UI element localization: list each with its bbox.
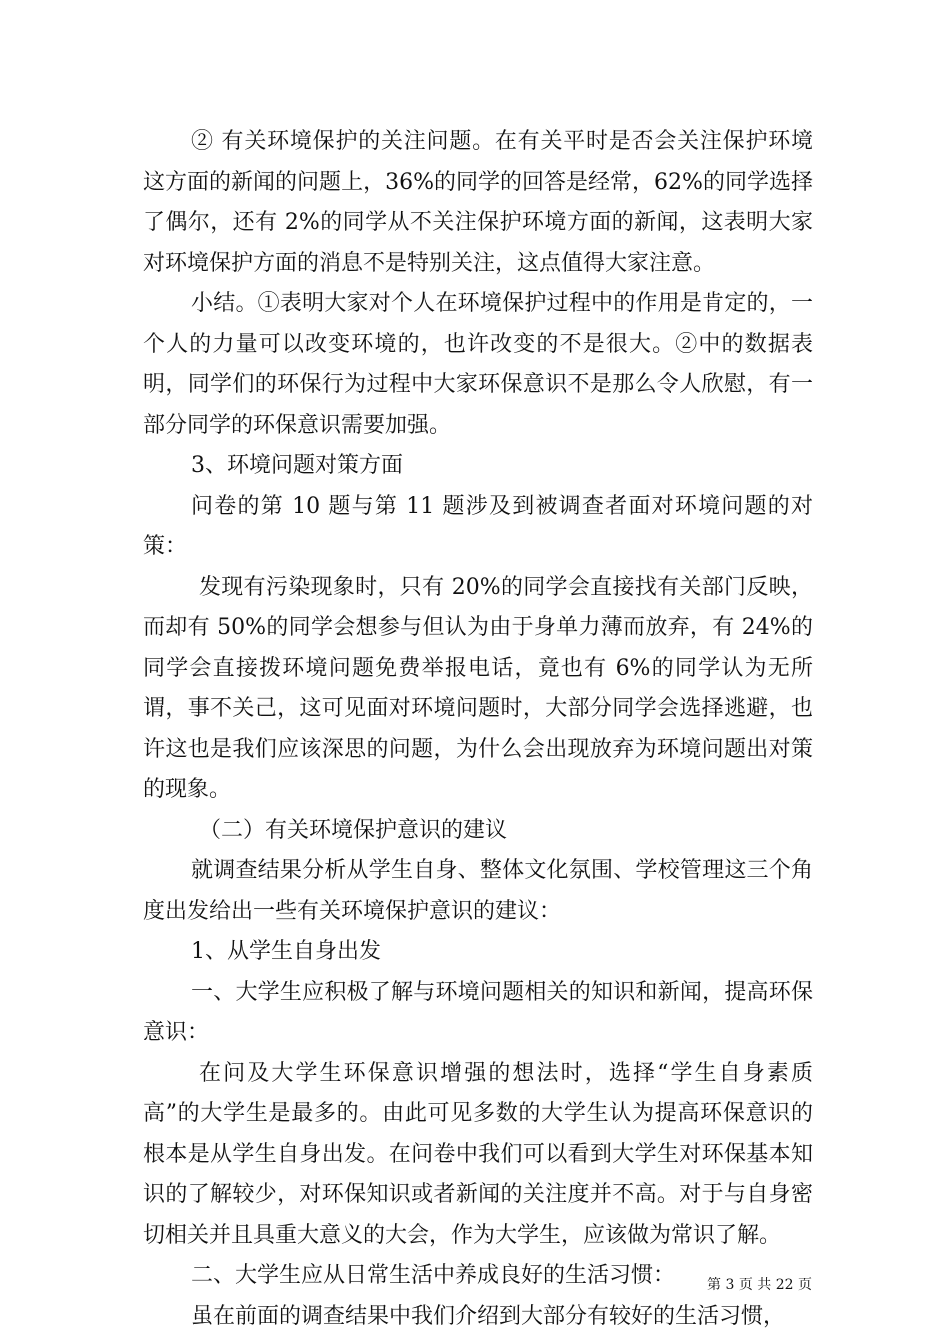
paragraph-pollution-response: 发现有污染现象时，只有 20%的同学会直接找有关部门反映，而却有 50%的同学会想参与但认为由于身单力薄而放弃，有 24%的同学会直接拨环境问题免费举报电话，竟也有 6%的同学认为无所谓，事不关己，这可见面对环境问题时，大部分同学会选择逃避，也许这也是我们应该深思的问题，为什么会出现放弃为环境问题出对策的现象。 bbox=[143, 574, 813, 802]
paragraph-point-two: 二、大学生应从日常生活中养成良好的生活习惯： bbox=[191, 1263, 676, 1288]
heading-countermeasures: 3、环境问题对策方面 bbox=[191, 453, 403, 478]
paragraph-summary: 小结。①表明大家对个人在环境保护过程中的作用是肯定的，一个人的力量可以改变环境的，也许改变的不是很大。②中的数据表明，同学们的环保行为过程中大家环保意识不是那么令人欣慰，有一部分同学的环保意识需要加强。 bbox=[143, 291, 813, 438]
heading-student-self: 1、从学生自身出发 bbox=[191, 939, 381, 964]
paragraph-habits: 虽在前面的调查结果中我们介绍到大部分有较好的生活习惯， bbox=[191, 1303, 786, 1329]
heading-suggestions: （二）有关环境保护意识的建议 bbox=[199, 817, 508, 843]
paragraph-questions-10-11: 问卷的第 10 题与第 11 题涉及到被调查者面对环境问题的对策： bbox=[143, 493, 813, 559]
paragraph-suggestions-intro: 就调查结果分析从学生自身、整体文化氛围、学校管理这三个角度出发给出一些有关环境保护意识的建议： bbox=[143, 858, 813, 924]
paragraph-point-one: 一、大学生应积极了解与环境问题相关的知识和新闻，提高环保意识： bbox=[143, 979, 813, 1045]
paragraph-attention-news: ② 有关环境保护的关注问题。在有关平时是否会关注保护环境这方面的新闻的问题上，36%的同学的回答是经常，62%的同学选择了偶尔，还有 2%的同学从不关注保护环境方面的新闻，这表明大家对环境保护方面的消息不是特别关注，这点值得大家注意。 bbox=[143, 129, 813, 276]
paragraph-student-quality: 在问及大学生环保意识增强的想法时，选择“学生自身素质高”的大学生是最多的。由此可见多数的大学生认为提高环保意识的根本是从学生自身出发。在问卷中我们可以看到大学生对环保基本知识的了解较少，对环保知识或者新闻的关注度并不高。对于与自身密切相关并且具重大意义的大会，作为大学生，应该做为常识了解。 bbox=[143, 1060, 813, 1248]
body-text bbox=[143, 122, 813, 1337]
page-number: 第 3 页 共 22 页 bbox=[707, 1277, 812, 1293]
